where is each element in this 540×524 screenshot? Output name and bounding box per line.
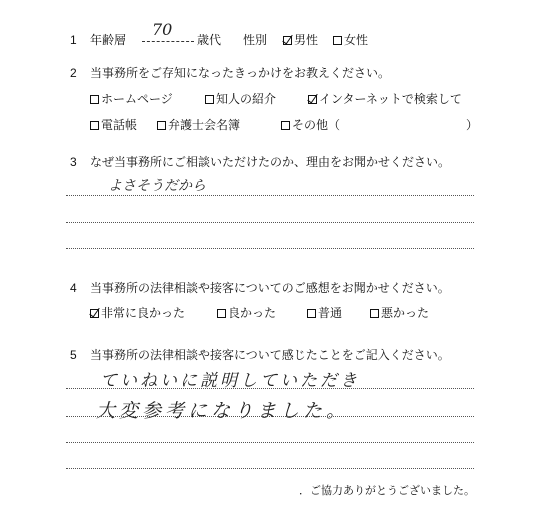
answer-line[interactable]	[66, 468, 474, 469]
option-label: 女性	[344, 33, 369, 47]
answer-line[interactable]	[66, 388, 474, 389]
checkbox-icon[interactable]	[205, 95, 214, 104]
checkbox-icon[interactable]	[157, 121, 166, 130]
checkbox-icon[interactable]	[307, 309, 316, 318]
option-label: ホームページ	[101, 92, 173, 106]
option-label: 男性	[294, 33, 319, 47]
checkbox-icon[interactable]	[281, 121, 290, 130]
answer-line[interactable]	[66, 195, 474, 196]
checkbox-icon[interactable]	[333, 36, 342, 45]
q4-number: 4	[70, 281, 77, 295]
q3-answer: よさそうだから	[108, 178, 206, 194]
other-close-paren: ）	[466, 118, 479, 132]
q5-answer-line1: ていねいに説明していただき	[100, 371, 360, 391]
option-label: 良かった	[228, 306, 277, 320]
age-value: 70	[152, 20, 173, 39]
option-label: 普通	[318, 306, 343, 320]
option-female[interactable]	[333, 33, 368, 47]
option-label: 知人の紹介	[216, 92, 277, 106]
q5-number: 5	[70, 348, 77, 362]
age-field[interactable]	[142, 20, 194, 45]
q4-question: 当事務所の法律相談や接客についてのご感想をお聞かせください。	[90, 281, 450, 295]
option-internet-search[interactable]	[308, 92, 462, 106]
q2-question: 当事務所をご存知になったきっかけをお教えください。	[90, 66, 391, 80]
checkbox-icon[interactable]	[90, 95, 99, 104]
q1-number: 1	[70, 33, 77, 47]
age-label: 年齢層	[90, 33, 127, 47]
checkbox-icon[interactable]	[90, 121, 99, 130]
answer-line[interactable]	[66, 248, 474, 249]
option-label: 非常に良かった	[101, 306, 186, 320]
checkbox-checked-icon[interactable]	[90, 309, 99, 318]
answer-line[interactable]	[66, 222, 474, 223]
option-very-good[interactable]	[90, 306, 185, 320]
option-label: 弁護士会名簿	[168, 118, 241, 132]
option-label: インターネットで検索して	[319, 92, 462, 106]
checkbox-checked-icon[interactable]	[308, 95, 317, 104]
checkbox-icon[interactable]	[217, 309, 226, 318]
age-suffix: 歳代	[197, 33, 222, 47]
checkbox-icon[interactable]	[370, 309, 379, 318]
q5-question: 当事務所の法律相談や接客について感じたことをご記入ください。	[90, 348, 450, 362]
option-phonebook[interactable]	[90, 118, 137, 132]
q3-number: 3	[70, 155, 77, 169]
option-bad[interactable]	[370, 306, 429, 320]
option-other[interactable]	[281, 118, 340, 132]
q3-question: なぜ当事務所にご相談いただけたのか、理由をお聞かせください。	[90, 155, 451, 169]
option-label: その他（	[292, 118, 341, 132]
option-label: 悪かった	[381, 306, 430, 320]
option-good[interactable]	[217, 306, 276, 320]
option-referral[interactable]	[205, 92, 276, 106]
option-male[interactable]	[283, 33, 318, 47]
option-normal[interactable]	[307, 306, 342, 320]
footer-thanks: ．ご協力ありがとうございました。	[299, 484, 475, 497]
option-label: 電話帳	[101, 118, 138, 132]
checkbox-checked-icon[interactable]	[283, 36, 292, 45]
q2-number: 2	[70, 66, 77, 80]
gender-label: 性別	[243, 33, 268, 47]
q5-answer-line2: 大変参考になりました。	[96, 400, 350, 422]
answer-line[interactable]	[66, 442, 474, 443]
option-homepage[interactable]	[90, 92, 173, 106]
answer-line[interactable]	[66, 416, 474, 417]
option-bar-directory[interactable]	[157, 118, 240, 132]
